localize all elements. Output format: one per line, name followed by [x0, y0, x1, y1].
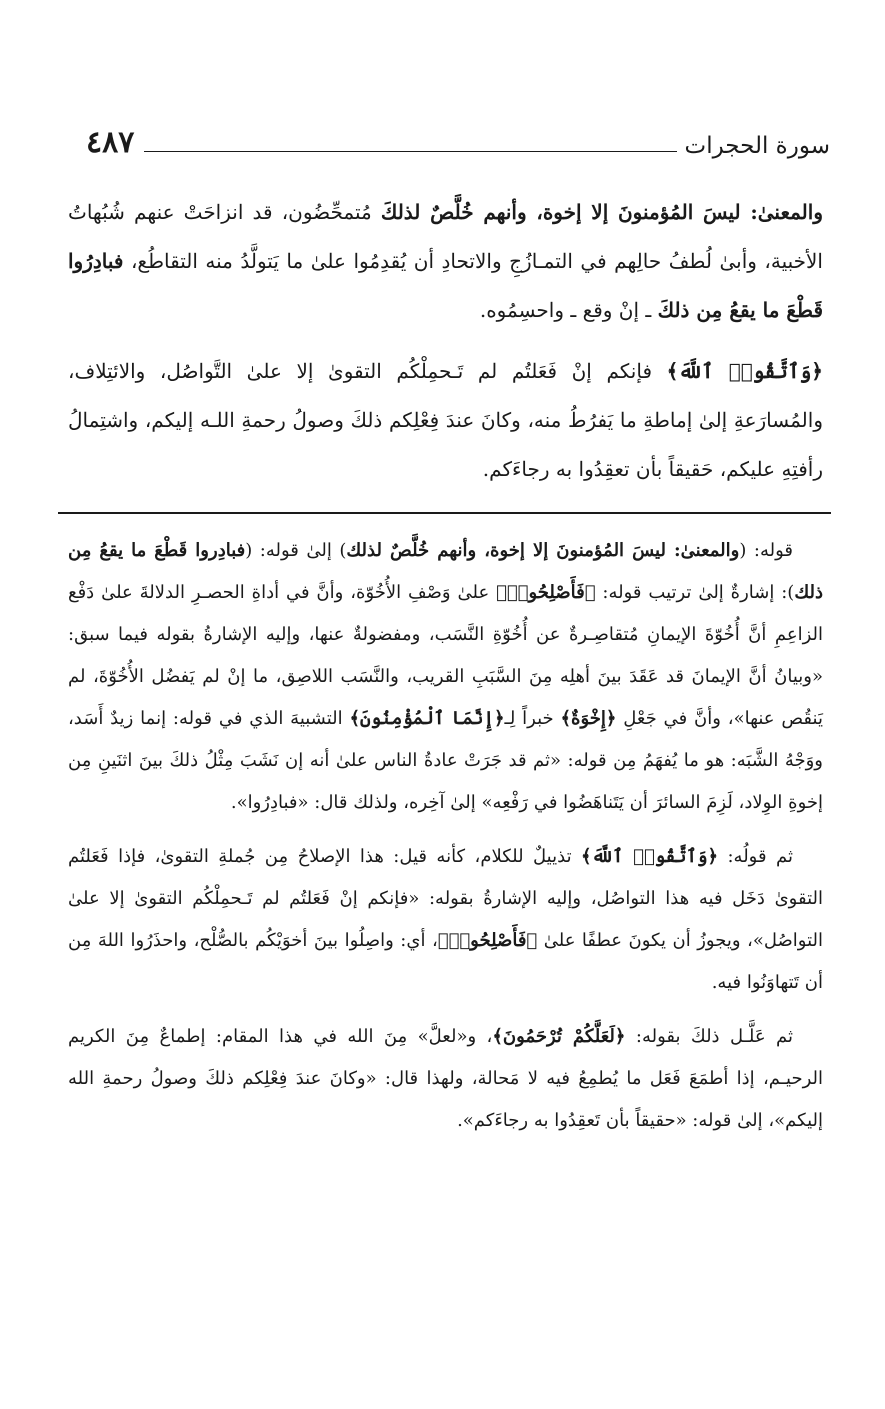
page-number: ٤٨٧: [86, 125, 135, 160]
commentary-span: ) إلىٰ قوله: (: [245, 540, 347, 561]
quoted-lemma: فبادِروا قَطْعَ ما يقعُ مِن ذلك: [68, 540, 823, 603]
header-rule: [144, 151, 676, 152]
commentary-span: ، و«لعلَّ» مِنَ الله في هذا المقام: إطماعٌ مِنَ الكريم الرحيـم، إذا أطمَعَ فَعَل ما يُطمِعُ فيه لا مَحالة، ولهذا قال: «وكانَ عندَ فِعْلِكم ذلكَ وصولُ رحمةِ الله إليكم»، إلىٰ قوله: «حقيقاً بأن تَعقِدُوا به رجاءَكم».: [68, 1026, 824, 1131]
main-text-span: مُتمحِّضُون، قد انزاحَتْ عنهم شُبُهاتُ الأخبية، وأبىٰ لُطفُ حالِهم في التمـازُجِ والاتحادِ أن يُقدِمُوا علىٰ ما يَتولَّدُ منه التقاطُع،: [68, 200, 823, 273]
commentary-span: ): إشارةٌ إلىٰ ترتيب قوله:: [595, 582, 795, 603]
commentary-paragraph-3: [68, 1016, 823, 1142]
main-text-span: ـ إنْ وقع ـ واحسِمُوه.: [479, 298, 658, 322]
surah-title: سورة الحجرات: [684, 133, 830, 159]
commentary-span: ثم قولُه:: [718, 846, 793, 867]
commentary-paragraph-1: [68, 530, 823, 824]
commentary-span: التشبيهَ الذي في قوله: إنما زيدٌ أَسَد، ووَجْهُ الشَّبَه: هو ما يُفهَمُ مِن قوله: «ثم قد جَرَتْ عادةُ الناس علىٰ أنه إن نَشَبَ مِثْلُ ذلكَ بينَ اثنَينِ مِن إخوةِ الوِلاد، لَزِمَ السائرَ أن يَتَناهَضُوا في رَفْعِه» إلىٰ آخِره، ولذلك قال: «فبادِرُوا».: [68, 708, 823, 813]
quran-quote: ﴿إِخْوَةٌ﴾: [560, 708, 617, 729]
commentary: [68, 530, 823, 1142]
quran-quote: ﴿إِنَّمَا ٱلْمُؤْمِنُونَ﴾: [349, 708, 505, 729]
quran-quote: ﴿فَأَصْلِحُوا۟﴾: [496, 582, 596, 603]
section-divider: [58, 512, 831, 514]
page-header: [86, 118, 830, 158]
quran-quote: ﴿فَأَصْلِحُوا۟﴾: [437, 930, 538, 951]
commentary-span: علىٰ وَصْفِ الأُخُوّة، وأنَّ في أداةِ الحصـرِ الدلالةَ علىٰ دَفْع الزاعِمِ أنَّ أُخُوّةَ الإيمانِ مُتقاصِـرةٌ عن أُخُوّةِ النَّسَب، ومفضولةٌ عنها، وإليه الإشارةُ بقوله فيما سبق: «وبيانُ أنَّ الإيمانَ قد عَقَدَ بينَ أهلِه مِنَ السَّبَبِ القريب، والنَّسَب اللاصِق، ما إنْ لم يَفضُل الأُخُوّةَ، لم يَنقُص عنها»، وأنَّ في جَعْلِ: [68, 582, 823, 729]
quoted-lemma: والمعنىٰ: ليسَ المُؤمنونَ إلا إخوة، وأنهم خُلَّصٌ لذلك: [346, 540, 740, 561]
main-text-span: فإنكم إنْ فَعَلتُم لم تَـحمِلْكُم التقوىٰ إلا علىٰ التَّواصُل، والائتِلاف، والمُسارَعةِ إلىٰ إماطةِ ما يَفرُطُ منه، وكانَ عندَ فِعْلِكم ذلكَ وصولُ رحمةِ اللـه إليكم، واشتِمالُ رأفتِهِ عليكم، حَقيقاً بأن تعقِدُوا به رجاءَكم.: [68, 359, 823, 481]
commentary-span: ، أي: واصِلُوا بينَ أخوَيْكُم بالصُّلْح، واحذَرُوا اللهَ مِن أن تَتهاوَنُوا فيه.: [68, 930, 823, 993]
commentary-paragraph-2: [68, 836, 823, 1004]
commentary-span: تذييلٌ للكلام، كأنه قيل: هذا الإصلاحُ مِن جُملةِ التقوىٰ، فإذا فَعَلتُم التقوىٰ دَخَل فيه هذا التواصُل، وإليه الإشارةُ بقوله: «فإنكم إنْ فَعَلتُم لم تَـحمِلْكُم التقوىٰ إلا علىٰ التواصُل»، ويجوزُ أن يكونَ عطفًا علىٰ: [68, 846, 823, 951]
main-paragraph-2: [68, 347, 823, 494]
main-bold-mid: فبادِرُوا قَطْعَ ما يقعُ مِن ذلكَ: [68, 249, 823, 322]
quran-quote: ﴿وَٱتَّقُوا۟ ٱللَّهَ﴾: [666, 359, 824, 383]
commentary-span: خبراً لِـ: [504, 708, 561, 729]
quran-quote: ﴿لَعَلَّكُمْ تُرْحَمُونَ﴾: [492, 1026, 626, 1047]
commentary-span: ثم عَلَّـل ذلكَ بقوله:: [625, 1026, 793, 1047]
quran-quote: ﴿وَٱتَّقُوا۟ ٱللَّهَ﴾: [581, 846, 719, 867]
main-paragraph-1: [68, 188, 823, 335]
main-text: [68, 188, 823, 494]
commentary-span: قوله: (: [739, 540, 793, 561]
main-bold-lead: والمعنىٰ: ليسَ المُؤمنونَ إلا إخوة، وأنهم خُلَّصٌ لذلكَ: [380, 200, 823, 224]
